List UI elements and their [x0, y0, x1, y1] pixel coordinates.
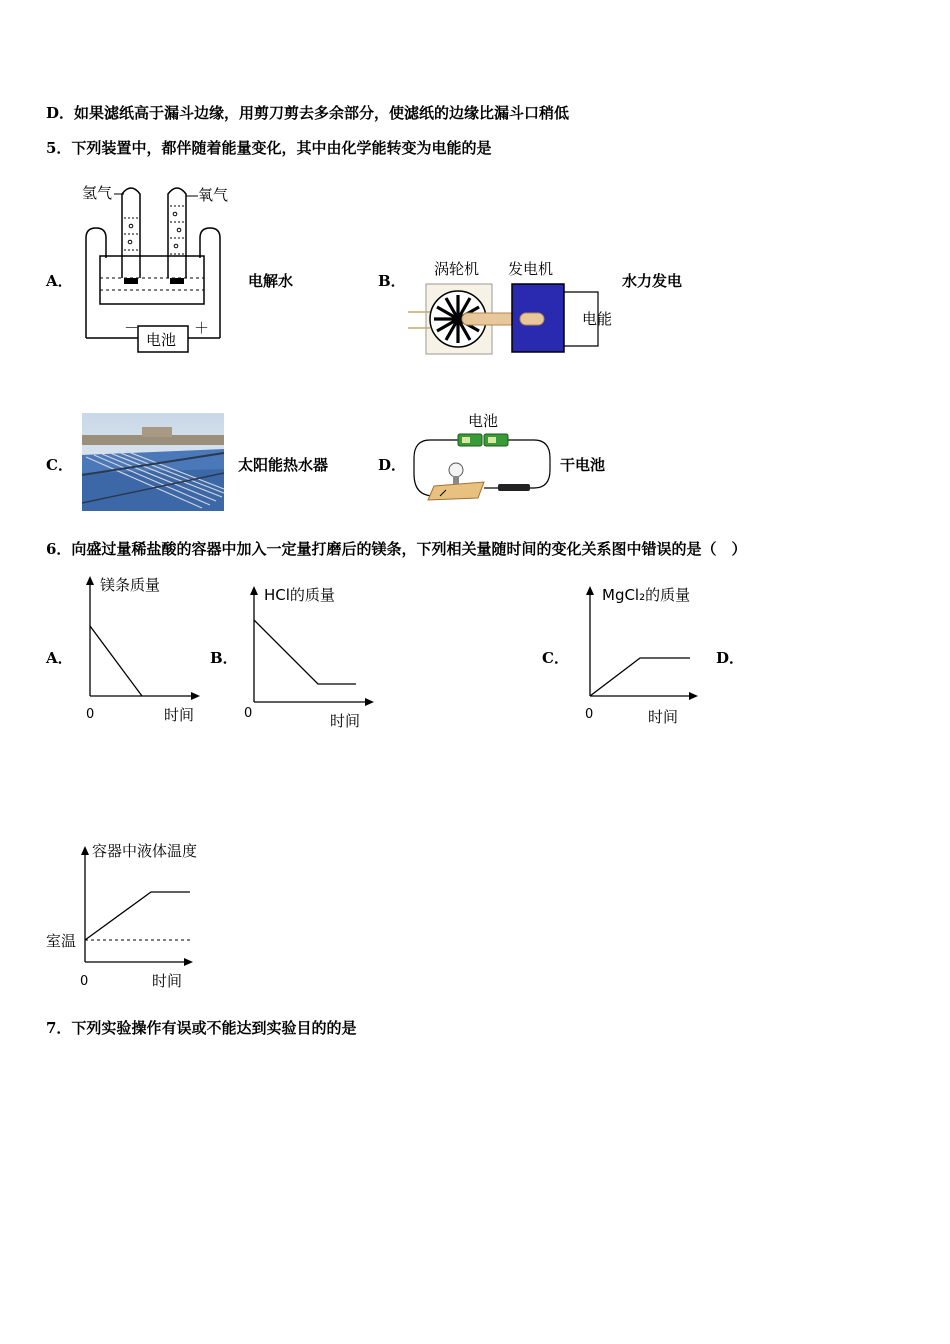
graph-d-origin: 0: [80, 974, 89, 989]
generator-label: 发电机: [508, 260, 554, 278]
graph-d-xlabel: 时间: [152, 972, 183, 990]
electric-energy-label: 电能: [582, 310, 613, 328]
graph-a-line: [90, 626, 142, 696]
q4-option-d: D．如果滤纸高于漏斗边缘，用剪刀剪去多余部分，使滤纸的边缘比漏斗口稍低: [46, 104, 570, 122]
graph-a-xlabel: 时间: [164, 706, 195, 724]
q6-option-d-letter: D．: [716, 649, 745, 667]
q5-option-d-letter: D．: [378, 456, 407, 474]
q5-option-a-caption: 电解水: [248, 272, 294, 290]
q5-option-d-caption: 干电池: [560, 456, 606, 474]
oxygen-label: 氧气: [198, 186, 229, 204]
solar-heater-photo: [82, 413, 224, 511]
graph-b: [244, 580, 384, 740]
turbine-label: 涡轮机: [434, 260, 480, 278]
q5-option-a-letter: A．: [46, 272, 73, 290]
graph-d-room-temp-label: 室温: [46, 932, 77, 950]
dry-cell-circuit-diagram: [410, 408, 555, 504]
graph-a-origin: 0: [86, 707, 95, 722]
graph-b-origin: 0: [244, 706, 253, 721]
graph-b-line: [254, 620, 356, 684]
q6-stem: 6．向盛过量稀盐酸的容器中加入一定量打磨后的镁条，下列相关量随时间的变化关系图中错误的是（ ）: [46, 540, 747, 558]
graph-a-ylabel: 镁条质量: [100, 576, 161, 594]
electrolysis-minus-label: －: [124, 319, 140, 337]
q6-option-b-letter: B．: [210, 649, 238, 667]
q5-option-c-caption: 太阳能热水器: [238, 456, 329, 474]
q5-option-c-letter: C．: [46, 456, 73, 474]
graph-c-xlabel: 时间: [648, 708, 679, 726]
graph-d-line: [85, 892, 190, 940]
electrolysis-battery-label: 电池: [146, 331, 177, 349]
graph-d-ylabel: 容器中液体温度: [92, 842, 198, 860]
graph-c-ylabel: MgCl₂的质量: [602, 586, 691, 604]
graph-a: [80, 572, 210, 732]
graph-c-origin: 0: [585, 707, 594, 722]
graph-b-xlabel: 时间: [330, 712, 361, 730]
graph-c: [580, 580, 710, 740]
q7-stem: 7．下列实验操作有误或不能达到实验目的的是: [46, 1019, 357, 1037]
graph-c-line: [590, 658, 690, 696]
q6-option-a-letter: A．: [46, 649, 73, 667]
q6-option-c-letter: C．: [542, 649, 569, 667]
q5-option-b-caption: 水力发电: [622, 272, 683, 290]
dry-cell-battery-label: 电池: [468, 412, 499, 430]
q5-stem: 5．下列装置中，都伴随着能量变化，其中由化学能转变为电能的是: [46, 139, 492, 157]
graph-b-ylabel: HCl的质量: [264, 586, 335, 604]
hydrogen-label: 氢气: [82, 184, 113, 202]
hydro-power-diagram: [408, 256, 618, 361]
q5-option-b-letter: B．: [378, 272, 406, 290]
electrolysis-diagram: [78, 178, 248, 358]
electrolysis-plus-label: ＋: [194, 319, 210, 337]
graph-d: [44, 838, 234, 998]
